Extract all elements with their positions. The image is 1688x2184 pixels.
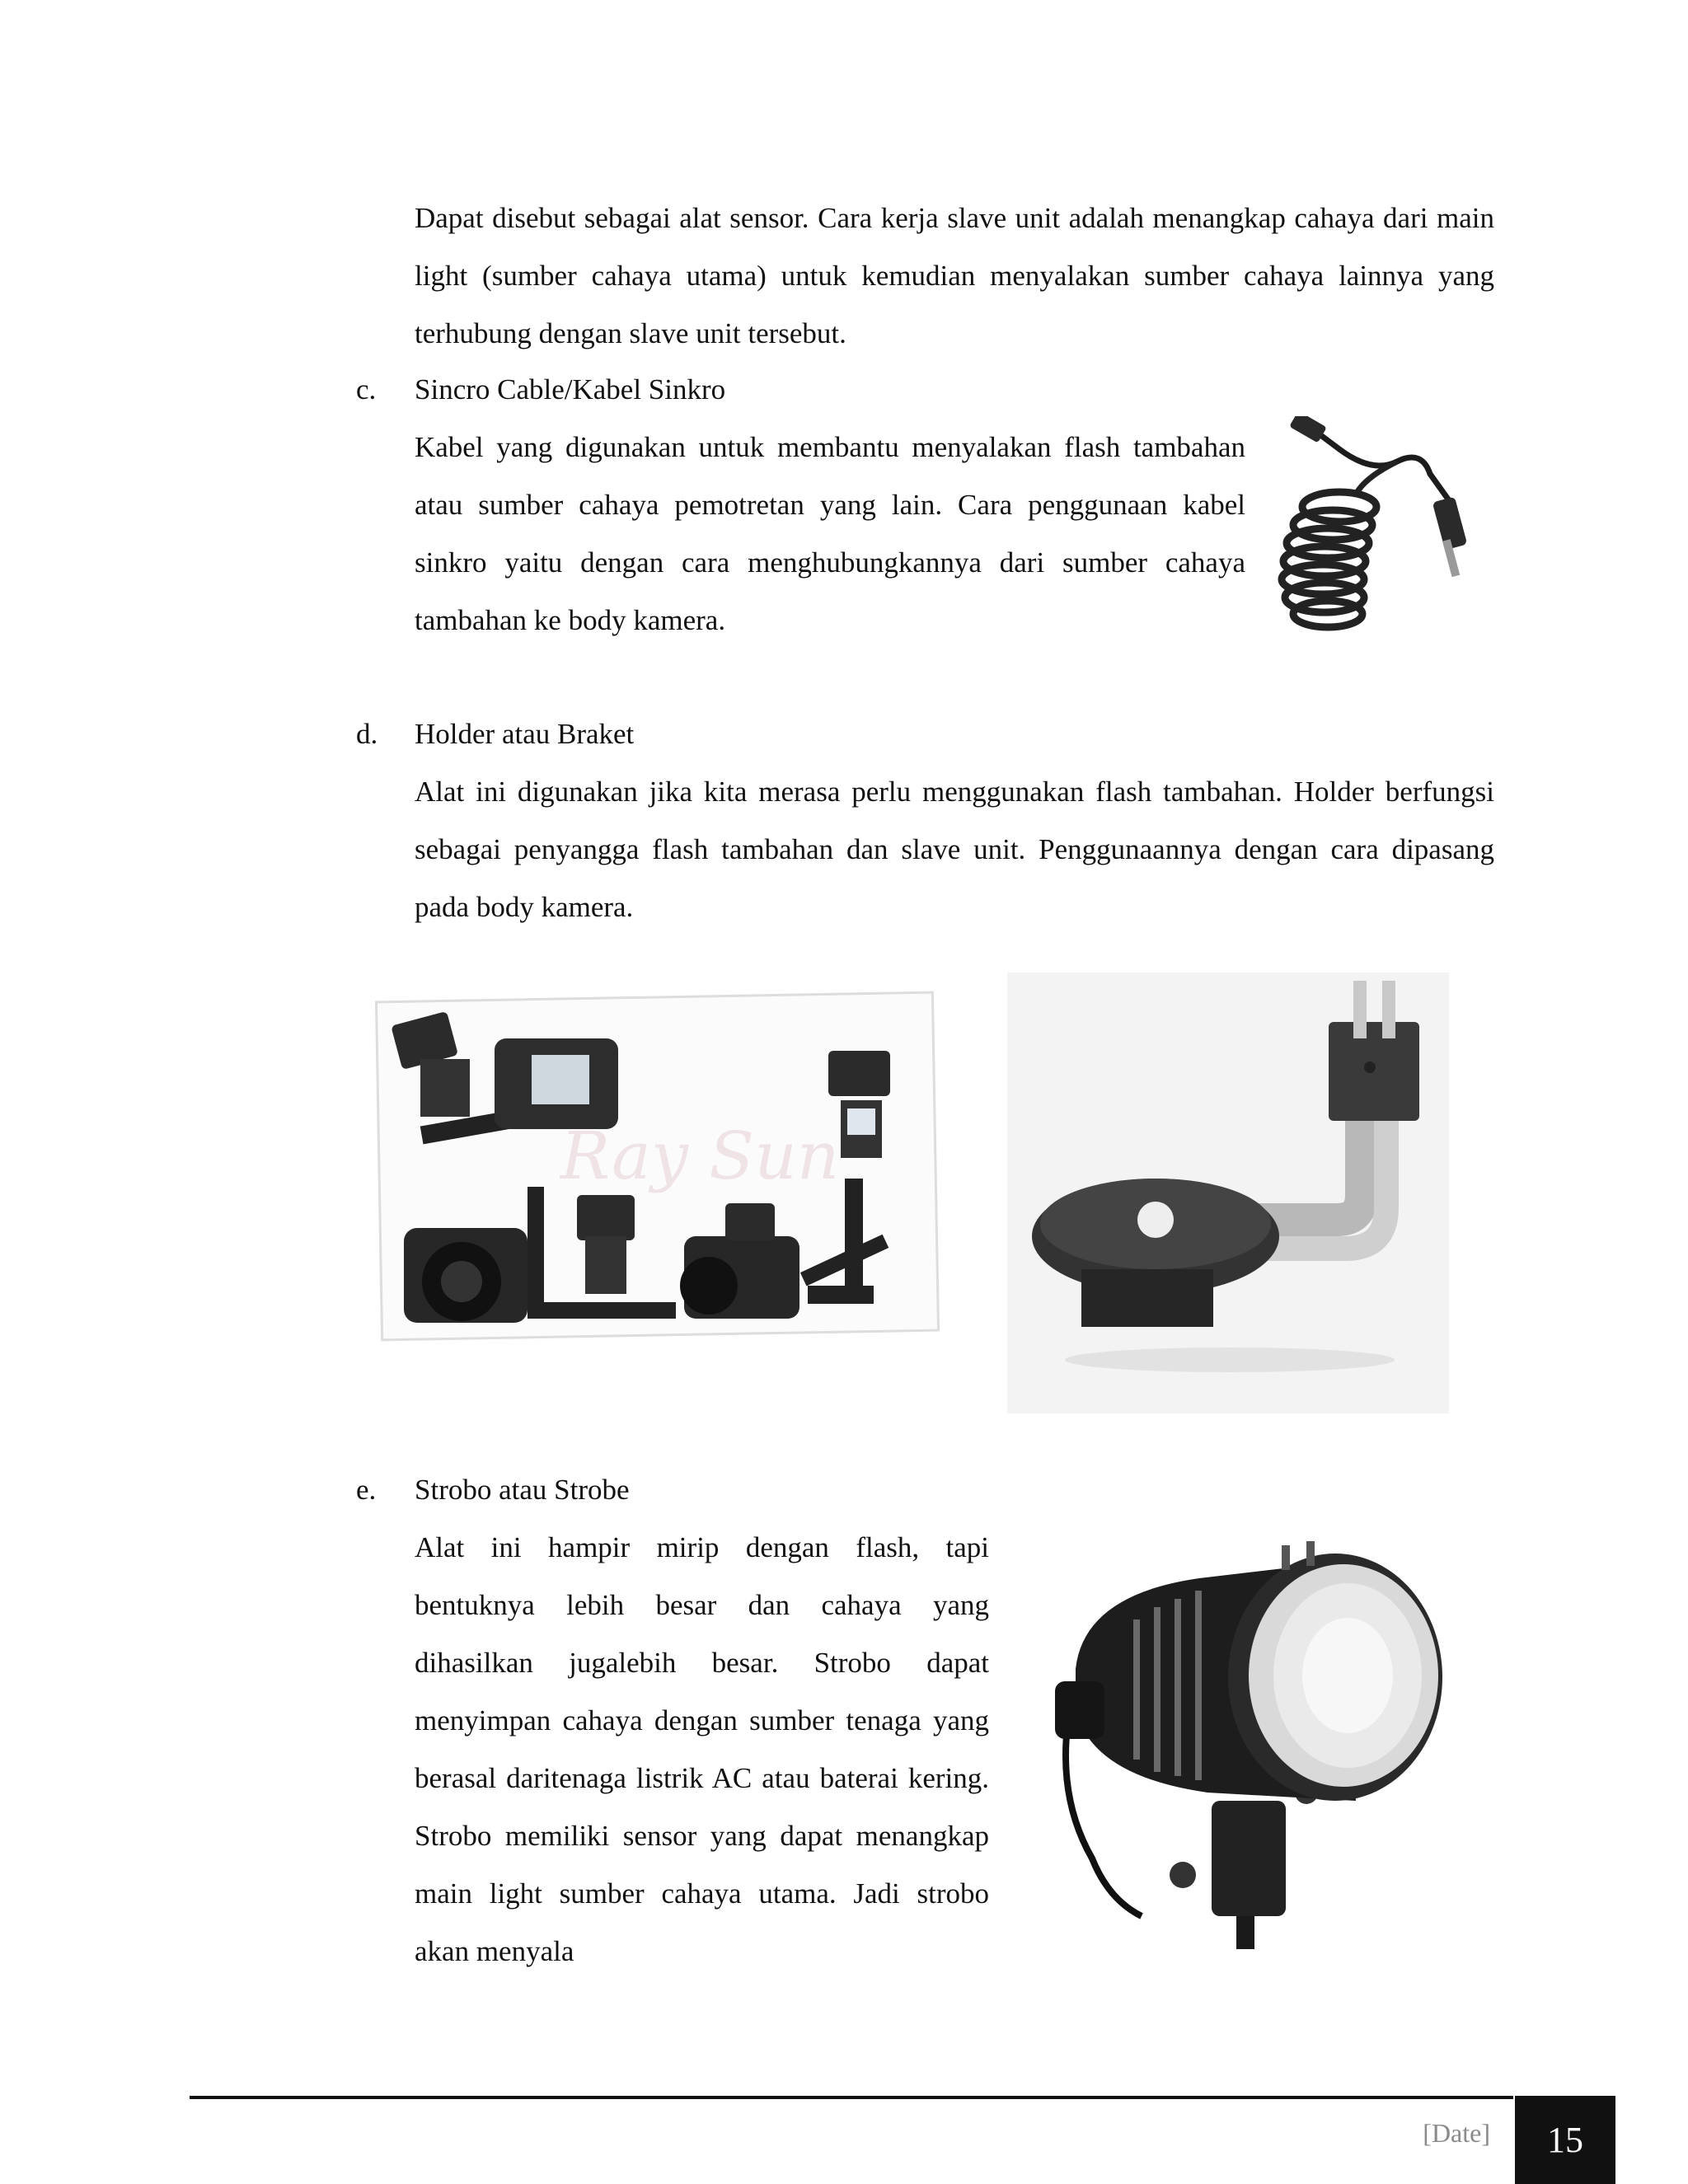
sync-cable-image xyxy=(1273,416,1500,647)
item-c-body: Kabel yang digunakan untuk membantu menyalakan flash tambahan atau sumber cahaya pemotretan yang lain. Cara penggunaan kabel sinkro yaitu dengan cara menghubungkannya dari sumber cahaya tambahan ke body kamera. xyxy=(415,431,1245,636)
item-c-title: Sincro Cable/Kabel Sinkro xyxy=(415,373,726,405)
footer-date: [Date] xyxy=(1423,2118,1490,2148)
footer-rule xyxy=(190,2096,1513,2099)
studio-strobe-image xyxy=(1010,1529,1475,1949)
item-d-title: Holder atau Braket xyxy=(415,718,635,750)
item-e-title: Strobo atau Strobe xyxy=(415,1474,630,1506)
item-c-letter: c. xyxy=(356,373,377,405)
intro-paragraph: Dapat disebut sebagai alat sensor. Cara kerja slave unit adalah menangkap cahaya dari main light (sumber cahaya utama) untuk kemudian menyalakan sumber cahaya lainnya yang terhubung dengan slave unit tersebut. xyxy=(415,202,1494,349)
l-bracket-holder-image xyxy=(1007,972,1449,1413)
svg-text:Ray Sun: Ray Sun xyxy=(560,1118,840,1194)
flash-brackets-image xyxy=(371,989,944,1343)
item-e-body: Alat ini hampir mirip dengan flash, tapi bentuknya lebih besar dan cahaya yang dihasilkan jugalebih besar. Strobo dapat menyimpan cahaya dengan sumber tenaga yang berasal daritenaga listrik AC atau baterai kering. Strobo memiliki sensor yang dapat menangkap main light sumber cahaya utama. Jadi strobo akan menyala xyxy=(415,1531,989,1967)
item-d-body: Alat ini digunakan jika kita merasa perlu menggunakan flash tambahan. Holder berfungsi sebagai penyangga flash tambahan dan slave unit. Penggunaannya dengan cara dipasang pada body kamera. xyxy=(415,776,1494,923)
item-d-letter: d. xyxy=(356,718,378,750)
item-e-letter: e. xyxy=(356,1474,377,1506)
page-number: 15 xyxy=(1515,2096,1615,2184)
